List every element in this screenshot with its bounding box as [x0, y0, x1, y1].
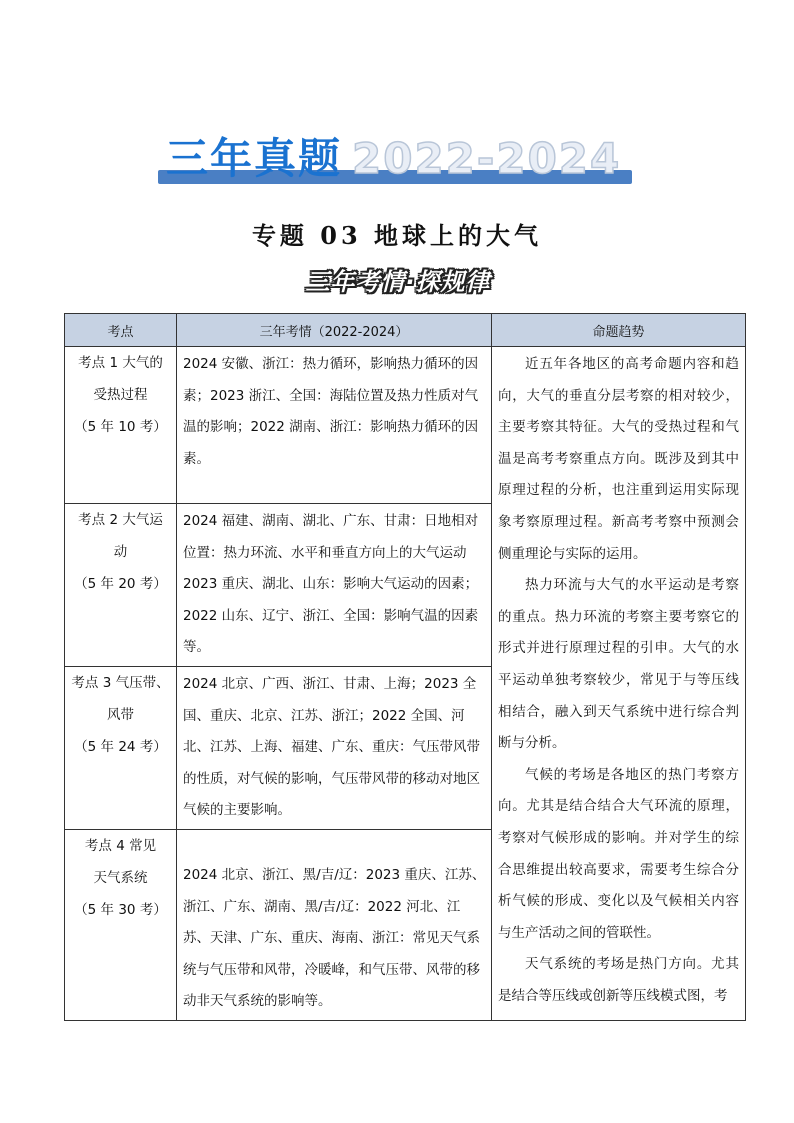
exam-point-line: 考点 2 大气运	[78, 512, 163, 528]
exam-point-line: 天气系统	[93, 869, 148, 886]
title-banner	[158, 134, 632, 190]
banner-title-cn: 三年真题	[166, 134, 343, 183]
exam-point-cell	[65, 504, 177, 667]
exam-info-cell: 2024 安徽、浙江：热力循环，影响热力循环的因素；2023 浙江、全国：海陆位置及热力性质对气温的影响；2022 湖南、浙江：影响热力循环的因素。	[177, 347, 492, 504]
banner-title	[166, 134, 621, 184]
exam-point-line: 考点 3 气压带、	[71, 674, 170, 691]
exam-point-count: （5 年 20 考）	[74, 576, 167, 592]
exam-info-cell: 2024 福建、湖南、湖北、广东、甘肃：日地相对位置：热力环流、水平和垂直方向上的大气运动 2023 重庆、湖北、山东：影响大气运动的因素；2022 山东、辽宁、浙江、全国：影响气温的因素等。	[177, 504, 492, 667]
table-row	[65, 347, 746, 504]
exam-info-cell: 2024 北京、广西、浙江、甘肃、上海；2023 全国、重庆、北京、江苏、浙江；2022 全国、河北、江苏、上海、福建、广东、重庆：气压带风带的性质，对气候的影响，气压带风带的移动对地区气候的主要影响。	[177, 666, 492, 829]
exam-point-cell	[65, 347, 177, 504]
banner-title-years: 2022-2024	[352, 134, 622, 183]
exam-point-count: （5 年 24 考）	[74, 738, 167, 755]
table-header-row	[65, 314, 746, 347]
trend-paragraph: 近五年各地区的高考命题内容和趋向，大气的垂直分层考察的相对较少，主要考察其特征。大气的受热过程和气温是高考考察重点方向。既涉及到其中原理过程的分析，也注重到运用实际现象考察原理过程。新高考考察中预测会侧重理论与实际的运用。	[498, 356, 739, 562]
trend-paragraph: 热力环流与大气的水平运动是考察的重点。热力环流的考察主要考察它的形式并进行原理过程的引申。大气的水平运动单独考察较少，常见于与等压线相结合，融入到天气系统中进行综合判断与分析。	[498, 577, 739, 752]
exam-point-line: 考点 4 常见	[84, 837, 157, 854]
exam-point-line: 考点 1 大气的	[78, 355, 163, 371]
exam-point-cell	[65, 666, 177, 829]
section-label: 三年考情·探规律	[305, 268, 491, 296]
header-trend: 命题趋势	[492, 314, 746, 347]
header-three-year-situation: 三年考情（2022-2024）	[177, 314, 492, 347]
header-exam-point: 考点	[65, 314, 177, 347]
exam-point-count: （5 年 10 考）	[74, 419, 167, 435]
exam-analysis-table	[64, 313, 746, 1021]
topic-title: 专题 03 地球上的大气	[251, 221, 543, 250]
exam-info-cell: 2024 北京、浙江、黑/吉/辽：2023 重庆、江苏、浙江、广东、湖南、黑/吉/辽：2022 河北、江苏、天津、广东、重庆、海南、浙江：常见天气系统与气压带和风带，冷暖峰，和气压带、风带的移动非天气系统的影响等。	[177, 829, 492, 1020]
exam-point-cell	[65, 829, 177, 1020]
trend-paragraph: 天气系统的考场是热门方向。尤其是结合等压线或创新等压线模式图，考	[498, 956, 739, 1004]
trend-cell	[492, 347, 746, 1021]
exam-point-line: 动	[113, 544, 128, 560]
trend-paragraph: 气候的考场是各地区的热门考察方向。尤其是结合结合大气环流的原理，考察对气候形成的影响。并对学生的综合思维提出较高要求，需要考生综合分析气候的形成、变化以及气候相关内容与生产活动之间的管联性。	[498, 766, 739, 941]
exam-point-line: 风带	[107, 706, 134, 723]
exam-point-count: （5 年 30 考）	[74, 901, 167, 918]
exam-point-line: 受热过程	[93, 387, 148, 403]
